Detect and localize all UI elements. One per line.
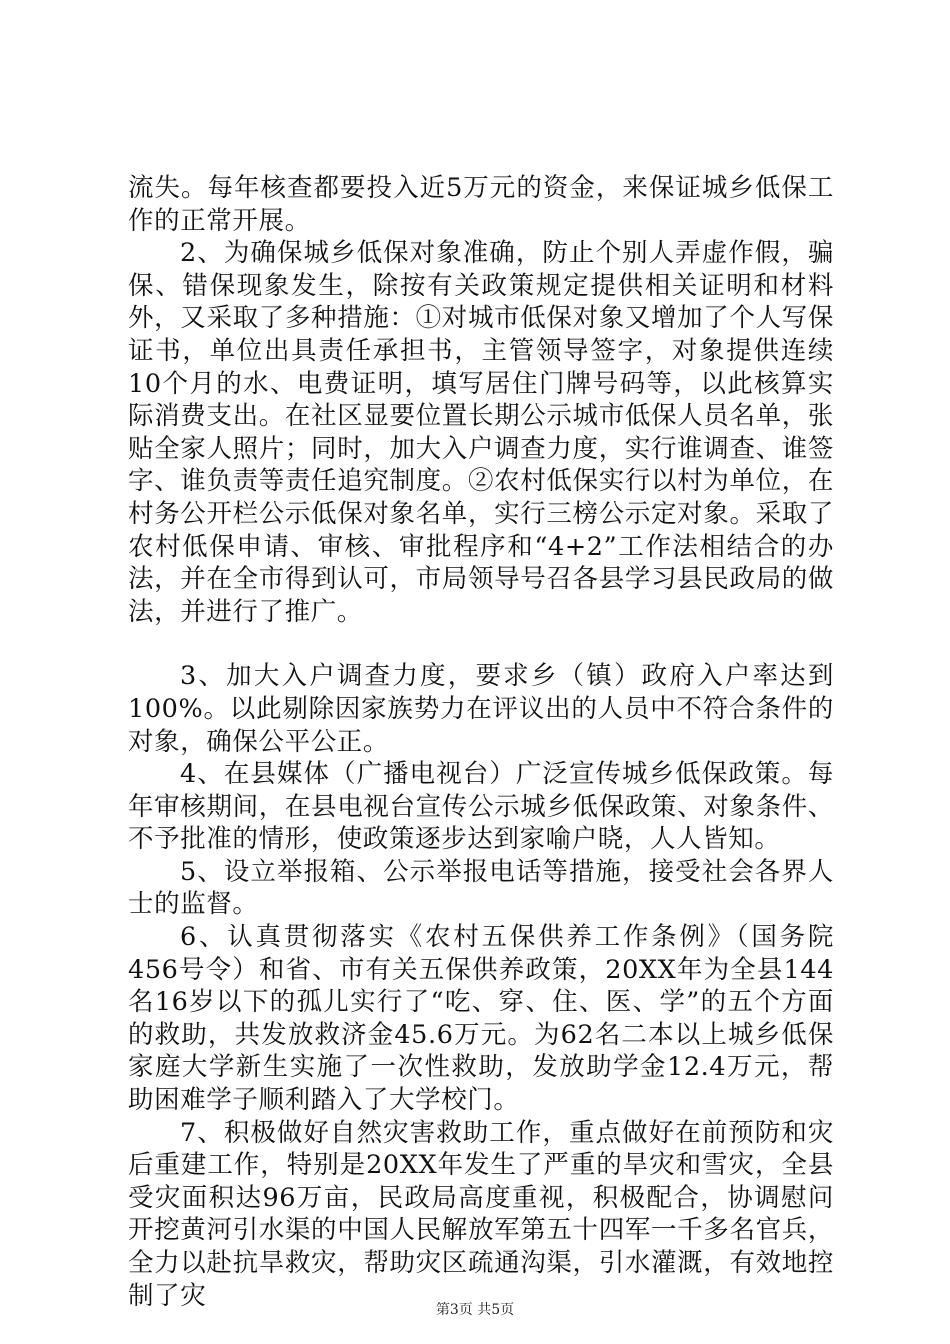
paragraph-item-7: 7、积极做好自然灾害救助工作，重点做好在前预防和灾后重建工作，特别是20XX年发生了严重的旱灾和雪灾，全县受灾面积达96万亩，民政局高度重视，积极配合，协调慰问开挖黄河引水渠的中国人民解放军第五十四军一千多名官兵，全力以赴抗旱救灾，帮助灾区疏通沟渠，引水灌溉，有效地控制了灾 — [128, 1117, 834, 1311]
paragraph-continuation: 流失。每年核查都要投入近5万元的资金，来保证城乡低保工作的正常开展。 — [128, 173, 834, 236]
paragraph-item-5: 5、设立举报箱、公示举报电话等措施，接受社会各界人士的监督。 — [128, 856, 834, 920]
document-body — [128, 172, 834, 1312]
paragraph-item-4: 4、在县媒体（广播电视台）广泛宣传城乡低保政策。每年审核期间，在县电视台宣传公示城乡低保政策、对象条件、不予批准的情形，使政策逐步达到家喻户晓，人人皆知。 — [128, 759, 834, 855]
paragraph-item-3: 3、加大入户调查力度，要求乡（镇）政府入户率达到100%。以此剔除因家族势力在评议出的人员中不符合条件的对象，确保公平公正。 — [128, 661, 834, 757]
page-number-footer: 第3页 共5页 — [435, 1302, 515, 1318]
paragraph-item-6: 6、认真贯彻落实《农村五保供养工作条例》（国务院456号令）和省、市有关五保供养政策，20XX年为全县144名16岁以下的孤儿实行了“吃、穿、住、医、学”的五个方面的救助，共发放救济金45.6万元。为62名二本以上城乡低保家庭大学新生实施了一次性救助，发放助学金12.4万元，帮助困难学子顺利踏入了大学校门。 — [128, 922, 834, 1116]
paragraph-item-2: 2、为确保城乡低保对象准确，防止个别人弄虚作假，骗保、错保现象发生，除按有关政策规定提供相关证明和材料外，又采取了多种措施：①对城市低保对象又增加了个人写保证书，单位出具责任承担书，主管领导签字，对象提供连续10个月的水、电费证明，填写居住门牌号码等，以此核算实际消费支出。在社区显要位置长期公示城市低保人员名单，张贴全家人照片；同时，加大入户调查力度，实行谁调查、谁签字、谁负责等责任追究制度。②农村低保实行以村为单位，在村务公开栏公示低保对象名单，实行三榜公示定对象。采取了农村低保申请、审核、审批程序和“4+2”工作法相结合的办法，并在全市得到认可，市局领导号召各县学习县民政局的做法，并进行了推广。 — [128, 238, 834, 627]
